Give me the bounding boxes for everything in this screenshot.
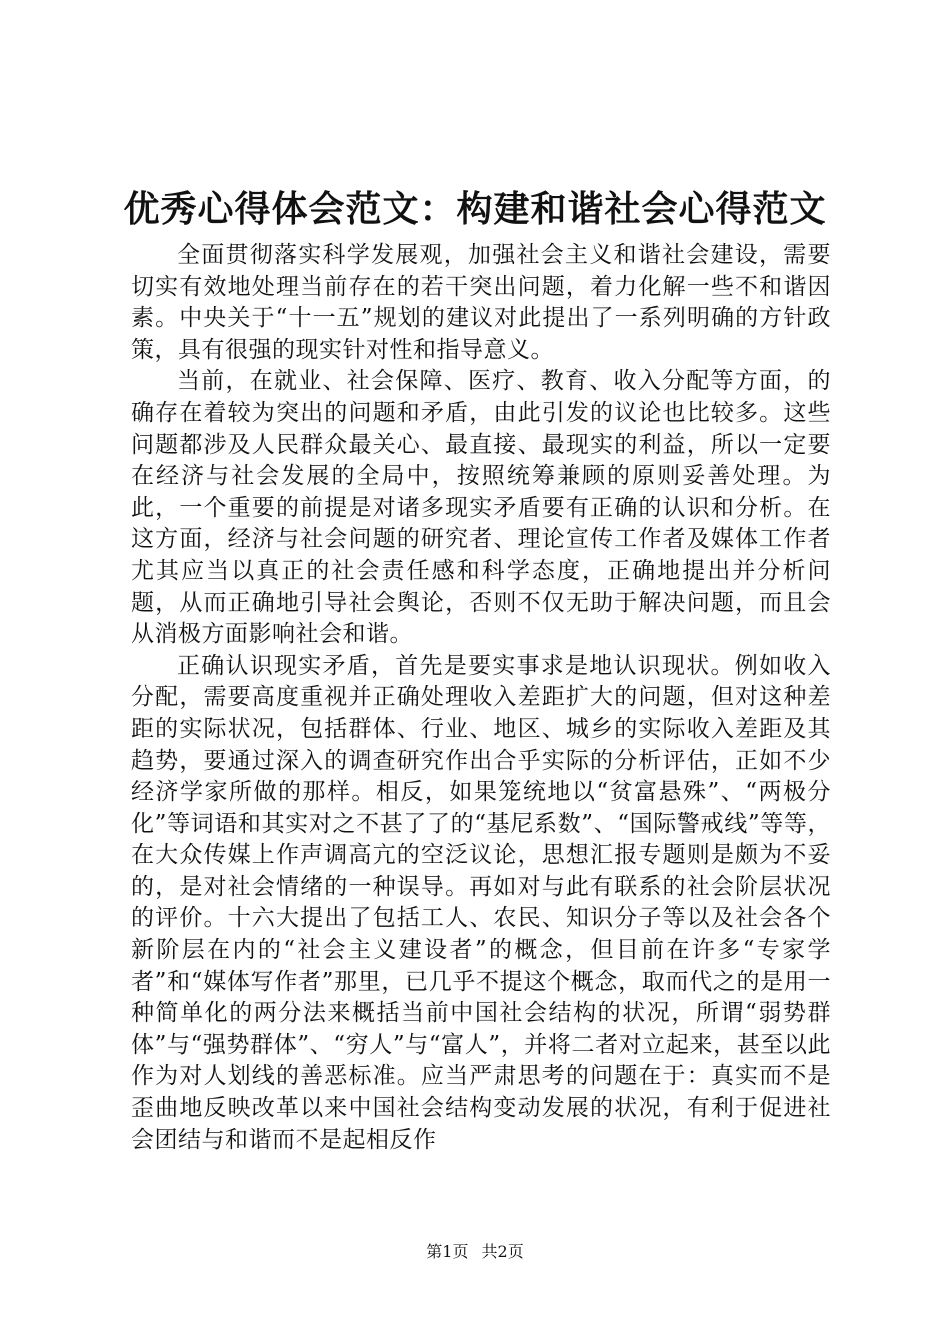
page-total: 共2页	[481, 1242, 524, 1261]
document-title: 优秀心得体会范文：构建和谐社会心得范文	[123, 188, 827, 230]
paragraph-2: 当前，在就业、社会保障、医疗、教育、收入分配等方面，的确存在着较为突出的问题和矛盾，由此引发的议论也比较多。这些问题都涉及人民群众最关心、最直接、最现实的利益，所以一定要在经济与社会发展的全局中，按照统筹兼顾的原则妥善处理。为此，一个重要的前提是对诸多现实矛盾要有正确的认识和分析。在这方面，经济与社会问题的研究者、理论宣传工作者及媒体工作者尤其应当以真正的社会责任感和科学态度，正确地提出并分析问题，从而正确地引导社会舆论，否则不仅无助于解决问题，而且会从消极方面影响社会和谐。	[131, 368, 831, 648]
page-footer	[0, 1242, 950, 1262]
document-body	[131, 240, 831, 1156]
paragraph-3: 正确认识现实矛盾，首先是要实事求是地认识现状。例如收入分配，需要高度重视并正确处理收入差距扩大的问题，但对这种差距的实际状况，包括群体、行业、地区、城乡的实际收入差距及其趋势，要通过深入的调查研究作出合乎实际的分析评估，正如不少经济学家所做的那样。相反，如果笼统地以“贫富悬殊”、“两极分化”等词语和其实对之不甚了了的“基尼系数”、“国际警戒线”等等，在大众传媒上作声调高亢的空泛议论，思想汇报专题则是颇为不妥的，是对社会情绪的一种误导。再如对与此有联系的社会阶层状况的评价。十六大提出了包括工人、农民、知识分子等以及社会各个新阶层在内的“社会主义建设者”的概念，但目前在许多“专家学者”和“媒体写作者”那里，已几乎不提这个概念，取而代之的是用一种简单化的两分法来概括当前中国社会结构的状况，所谓“弱势群体”与“强势群体”、“穷人”与“富人”，并将二者对立起来，甚至以此作为对人划线的善恶标准。应当严肃思考的问题在于：真实而不是歪曲地反映改革以来中国社会结构变动发展的状况，有利于促进社会团结与和谐而不是起相反作	[131, 652, 831, 1153]
paragraph-1: 全面贯彻落实科学发展观，加强社会主义和谐社会建设，需要切实有效地处理当前存在的若干突出问题，着力化解一些不和谐因素。中央关于“十一五”规划的建议对此提出了一系列明确的方针政策，具有很强的现实针对性和指导意义。	[131, 242, 831, 363]
page-number: 第1页	[426, 1242, 469, 1261]
